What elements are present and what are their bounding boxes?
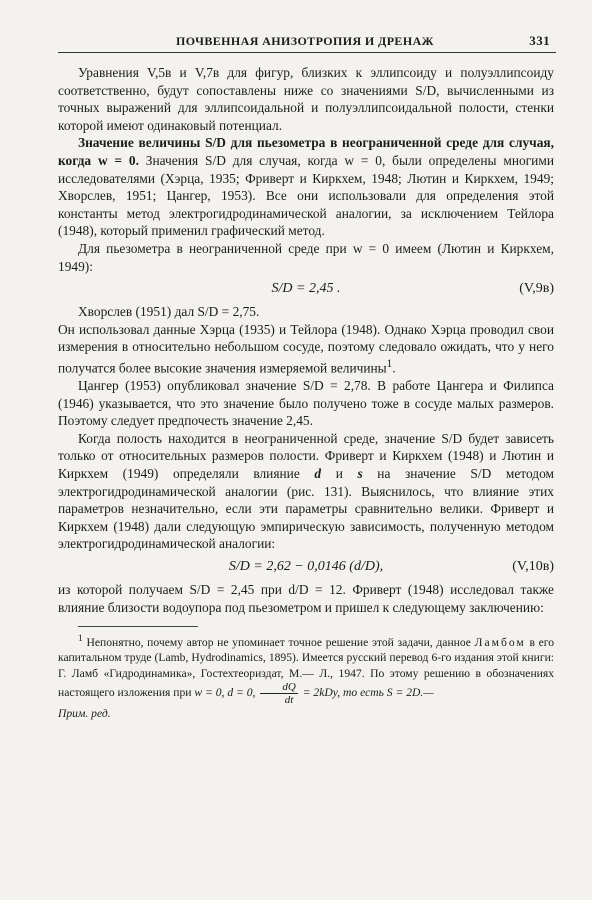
paragraph-7-b: на значение S/D методом электрогидродинамической аналогии (рис. 131). Выяснилось, что влияние этих параметров незначительно, если эти параметры сравнительно велики. Фриверт и Киркхем (1948) дали следующую эмпирическую зависимость, полученную методом электрогидродинамической аналогии: <box>58 465 554 552</box>
symbol-s: s <box>357 465 363 481</box>
page-number: 331 <box>529 33 550 48</box>
footnote-condition: w = 0, d = 0, <box>194 686 256 700</box>
footnote-text-a: Непонятно, почему автор не упоминает точное решение этой задачи, данное <box>82 635 475 649</box>
footnote-author: Ламбом <box>474 635 526 649</box>
footnote-rule <box>78 626 198 627</box>
paragraph-7-and: и <box>321 465 358 481</box>
fraction-numerator: dQ <box>260 681 297 694</box>
paragraph-5 <box>58 321 554 377</box>
paragraph-5-end: . <box>392 360 396 376</box>
editor-note-text: Прим. ред. <box>58 707 111 721</box>
equation-v9 <box>58 277 554 301</box>
body-text <box>58 64 554 722</box>
symbol-d: d <box>314 465 322 481</box>
paragraph-4: Хворслев (1951) дал S/D = 2,75. <box>78 304 260 320</box>
equation-v9-formula: S/D = 2,45 . <box>271 281 341 297</box>
paragraph-1: Уравнения V,5в и V,7в для фигур, близких к эллипсоиду и полуэллипсоиду соответственно, будут сопоставлены ниже со значениями S/D, вычисленными из точных выражений для эллипсоидальной и полуэллипсоидальной полости, стенки которой имеют одинаковый потенциал. <box>58 65 554 133</box>
paragraph-5-text: Он использовал данные Хэрца (1935) и Тейлора (1948). Однако Хэрца проводил свои измерения в относительно небольшом сосуде, поэтому следовало ожидать, что у него получатся более высокие значения измеряемой величины <box>58 321 554 376</box>
equation-v10 <box>58 555 554 579</box>
running-title: ПОЧВЕННАЯ АНИЗОТРОПИЯ И ДРЕНАЖ <box>176 34 434 48</box>
footnote-editor-note <box>58 706 554 721</box>
paragraph-7-a: Когда полость находится в неограниченной среде, значение S/D будет зависеть только от относительных размеров полости. Фриверт и Киркхем (1948) и Лютин и Киркхем (1949) определяли влияние <box>58 430 554 481</box>
paragraph-2 <box>58 134 554 240</box>
footnote-text-c: = 2kDy, то есть S = 2D.— <box>299 686 434 700</box>
footnote-ref: 1 <box>386 357 393 370</box>
equation-v10-number: (V,10в) <box>512 558 554 574</box>
equation-v10-formula: S/D = 2,62 − 0,0146 (d/D), <box>228 558 384 574</box>
footnote-fraction <box>260 681 297 706</box>
running-header <box>58 32 556 53</box>
paragraph-8: из которой получаем S/D = 2,45 при d/D = 12. Фриверт (1948) исследовал также влияние близости водоупора под пьезометром и пришел к следующему заключению: <box>58 581 554 615</box>
footnote-mark: 1 <box>78 633 83 645</box>
paragraph-6: Цангер (1953) опубликовал значение S/D = 2,78. В работе Цангера и Филипса (1946) указывается, что это значение было получено тоже в сосуде малых размеров. Поэтому следует предпочесть значение 2,45. <box>58 377 554 429</box>
footnote <box>58 631 554 706</box>
paragraph-2-body: Значения S/D для случая, когда w = 0, были определены многими исследователями (Хэрца, 1935; Фриверт и Киркхем, 1948; Лютин и Киркхем, 1949; Хворслев, 1951; Цангер, 1953). Все они использовали для определения этой константы метод электрогидродинамической аналогии, за исключением Тейлора (1948), который применил графический метод. <box>58 152 554 239</box>
fraction-denominator: dt <box>284 694 294 707</box>
equation-v9-number: (V,9в) <box>519 281 554 297</box>
footnote-text-b: в его капитальном труде (Lamb, Hydrodinamics, 1895). Имеется русский перевод 6-го издания этой книги: Г. Ламб «Гидродинамика», Гостехтеориздат, М.— Л., 1947. По этому решению в обозначениях настоящего изложения при <box>58 635 554 700</box>
paragraph-3: Для пьезометра в неограниченной среде при w = 0 имеем (Лютин и Киркхем, 1949): <box>58 240 554 274</box>
paragraph-7 <box>58 430 554 553</box>
paragraph-2-heading: Значение величины S/D для пьезометра в неограниченной среде для случая, когда w = 0. <box>58 135 554 168</box>
